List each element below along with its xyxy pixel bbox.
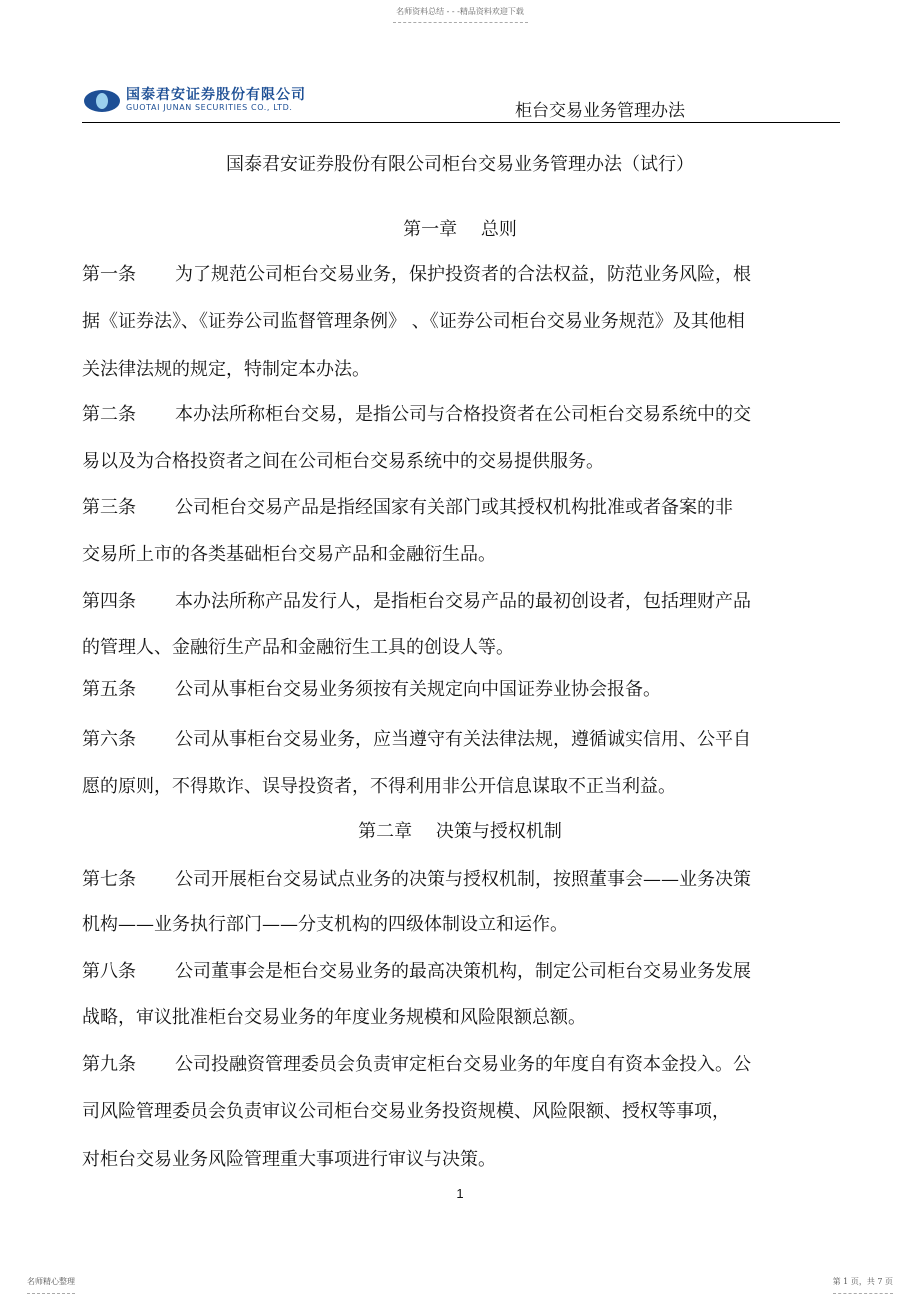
page-number: 1 — [456, 1186, 464, 1201]
logo-en-text: GUOTAI JUNAN SECURITIES CO., LTD. — [126, 103, 293, 112]
chapter-heading: 第二章 决策与授权机制 — [358, 821, 562, 842]
article-text-line: 司风险管理委员会负责审议公司柜台交易业务投资规模、风险限额、授权等事项， — [82, 1101, 730, 1122]
article-text-line: 公司投融资管理委员会负责审定柜台交易业务的年度自有资本金投入。公 — [175, 1054, 751, 1075]
article-text-line: 公司从事柜台交易业务，应当遵守有关法律法规，遵循诚实信用、公平自 — [175, 729, 751, 750]
footer-page-count: 第 1 页，共 7 页 — [832, 1277, 893, 1286]
header-rule — [82, 122, 840, 123]
footer-right — [833, 1276, 893, 1294]
article-label: 第五条 — [82, 679, 136, 700]
article-label: 第一条 — [82, 264, 136, 285]
article-text-line: 交易所上市的各类基础柜台交易产品和金融衍生品。 — [82, 544, 496, 565]
article-label: 第九条 — [82, 1054, 136, 1075]
article-text-line: 公司柜台交易产品是指经国家有关部门或其授权机构批准或者备案的非 — [175, 497, 733, 518]
footer-left — [27, 1276, 75, 1294]
logo-icon — [84, 90, 120, 112]
article-label: 第三条 — [82, 497, 136, 518]
article-label: 第七条 — [82, 869, 136, 890]
article-label: 第六条 — [82, 729, 136, 750]
divider — [393, 22, 528, 23]
article-label: 第二条 — [82, 404, 136, 425]
company-logo — [84, 88, 306, 113]
article-text-line: 愿的原则，不得欺诈、误导投资者，不得利用非公开信息谋取不正当利益。 — [82, 776, 676, 797]
watermark-text: 名师资料总结 - - -精品资料欢迎下载 — [396, 7, 524, 16]
article-text-line: 机构——业务执行部门——分支机构的四级体制设立和运作。 — [82, 914, 568, 935]
article-text-line: 本办法所称柜台交易，是指公司与合格投资者在公司柜台交易系统中的交 — [175, 404, 751, 425]
article-text-line: 公司开展柜台交易试点业务的决策与授权机制，按照董事会——业务决策 — [175, 869, 751, 890]
article-text-line: 的管理人、金融衍生产品和金融衍生工具的创设人等。 — [82, 637, 514, 658]
article-text-line: 关法律法规的规定，特制定本办法。 — [82, 359, 370, 380]
article-text-line: 易以及为合格投资者之间在公司柜台交易系统中的交易提供服务。 — [82, 451, 604, 472]
article-text-line: 本办法所称产品发行人，是指柜台交易产品的最初创设者，包括理财产品 — [175, 591, 751, 612]
article-text-line: 为了规范公司柜台交易业务，保护投资者的合法权益，防范业务风险，根 — [175, 264, 751, 285]
article-text-line: 据《证券法》、《证券公司监督管理条例》 、《证券公司柜台交易业务规范》及其他相 — [82, 311, 745, 332]
article-text-line: 公司董事会是柜台交易业务的最高决策机构，制定公司柜台交易业务发展 — [175, 961, 751, 982]
article-label: 第四条 — [82, 591, 136, 612]
running-header: 柜台交易业务管理办法 — [515, 101, 685, 121]
article-text-line: 战略，审议批准柜台交易业务的年度业务规模和风险限额总额。 — [82, 1007, 586, 1028]
article-text-line: 公司从事柜台交易业务须按有关规定向中国证券业协会报备。 — [175, 679, 661, 700]
article-label: 第八条 — [82, 961, 136, 982]
article-text-line: 对柜台交易业务风险管理重大事项进行审议与决策。 — [82, 1149, 496, 1170]
top-watermark-note — [0, 6, 920, 17]
chapter-heading: 第一章 总则 — [403, 219, 517, 240]
footer-left-text: 名师精心整理 — [27, 1277, 75, 1286]
logo-cn-text: 国泰君安证券股份有限公司 — [126, 87, 306, 103]
document-title: 国泰君安证券股份有限公司柜台交易业务管理办法（试行） — [226, 154, 694, 175]
